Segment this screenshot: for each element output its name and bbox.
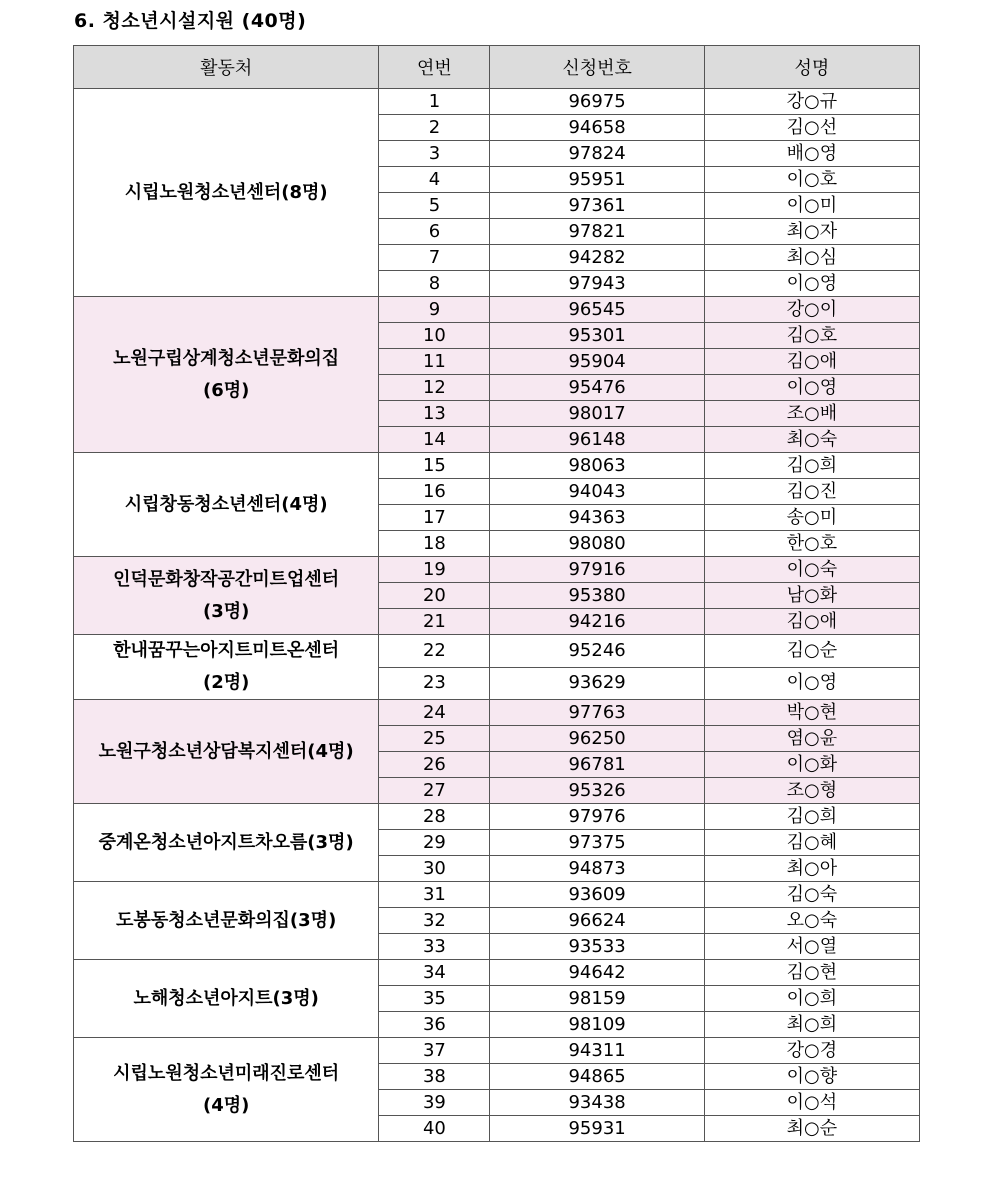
sequence-cell: 37 (379, 1038, 490, 1064)
table-row (74, 960, 920, 986)
sequence-cell: 20 (379, 583, 490, 609)
application-number-cell: 98109 (490, 1012, 704, 1038)
activity-site-label: 노원구립상계청소년문화의집 (113, 347, 340, 369)
application-number-cell: 97976 (490, 804, 704, 830)
applicant-name-cell: 최○심 (704, 245, 919, 271)
activity-site-label: 한내꿈꾸는아지트미트온센터 (113, 640, 340, 661)
application-number-cell: 97824 (490, 141, 704, 167)
application-number-cell: 95301 (490, 323, 704, 349)
applicant-name-cell: 강○이 (704, 297, 919, 323)
sequence-cell: 15 (379, 453, 490, 479)
application-number-cell: 95931 (490, 1116, 704, 1142)
application-number-cell: 94865 (490, 1064, 704, 1090)
section-heading: 6. 청소년시설지원 (40명) (74, 10, 307, 32)
applicant-name-cell: 이○희 (704, 986, 919, 1012)
activity-site-label: (2명) (202, 672, 250, 693)
activity-site-cell (74, 700, 379, 804)
sequence-cell: 24 (379, 700, 490, 726)
sequence-cell: 8 (379, 271, 490, 297)
applicant-name-cell: 오○숙 (704, 908, 919, 934)
sequence-cell: 6 (379, 219, 490, 245)
sequence-cell: 32 (379, 908, 490, 934)
applicant-name-cell: 김○혜 (704, 830, 919, 856)
application-number-cell: 97361 (490, 193, 704, 219)
application-number-cell: 94311 (490, 1038, 704, 1064)
application-number-cell: 93438 (490, 1090, 704, 1116)
table-row (74, 1038, 920, 1064)
application-number-cell: 96781 (490, 752, 704, 778)
application-number-cell: 98159 (490, 986, 704, 1012)
applicant-name-cell: 조○형 (704, 778, 919, 804)
applicant-name-cell: 김○호 (704, 323, 919, 349)
application-number-cell: 98080 (490, 531, 704, 557)
application-number-cell: 95326 (490, 778, 704, 804)
applicant-name-cell: 김○순 (704, 635, 919, 668)
application-number-cell: 98063 (490, 453, 704, 479)
sequence-cell: 34 (379, 960, 490, 986)
applicant-name-cell: 김○선 (704, 115, 919, 141)
sequence-cell: 19 (379, 557, 490, 583)
applicant-name-cell: 최○아 (704, 856, 919, 882)
application-number-cell: 98017 (490, 401, 704, 427)
activity-site-label: 도봉동청소년문화의집(3명) (116, 909, 337, 931)
sequence-cell: 22 (379, 635, 490, 668)
activity-site-label: 노원구청소년상담복지센터(4명) (98, 740, 354, 762)
sequence-cell: 1 (379, 89, 490, 115)
sequence-cell: 10 (379, 323, 490, 349)
applicant-name-cell: 최○숙 (704, 427, 919, 453)
activity-site-cell (74, 89, 379, 297)
sequence-cell: 14 (379, 427, 490, 453)
sequence-cell: 30 (379, 856, 490, 882)
applicant-name-cell: 김○현 (704, 960, 919, 986)
header-application-number: 신청번호 (490, 46, 704, 89)
sequence-cell: 3 (379, 141, 490, 167)
activity-site-cell (74, 453, 379, 557)
sequence-cell: 21 (379, 609, 490, 635)
table-row (74, 453, 920, 479)
table-row (74, 700, 920, 726)
activity-site-label: 노해청소년아지트(3명) (133, 987, 319, 1009)
table-row (74, 89, 920, 115)
application-number-cell: 95476 (490, 375, 704, 401)
activity-site-cell (74, 804, 379, 882)
activity-site-cell (74, 557, 379, 635)
sequence-cell: 35 (379, 986, 490, 1012)
activity-site-label: 시립창동청소년센터(4명) (124, 493, 328, 515)
application-number-cell: 96545 (490, 297, 704, 323)
applicant-name-cell: 이○석 (704, 1090, 919, 1116)
application-number-cell: 94043 (490, 479, 704, 505)
applicant-name-cell: 이○영 (704, 375, 919, 401)
application-number-cell: 97821 (490, 219, 704, 245)
sequence-cell: 26 (379, 752, 490, 778)
application-number-cell: 94363 (490, 505, 704, 531)
applicant-name-cell: 염○윤 (704, 726, 919, 752)
sequence-cell: 7 (379, 245, 490, 271)
application-number-cell: 95380 (490, 583, 704, 609)
table-row (74, 882, 920, 908)
application-number-cell: 96624 (490, 908, 704, 934)
applicant-name-cell: 서○열 (704, 934, 919, 960)
activity-site-label: 시립노원청소년센터(8명) (124, 181, 328, 203)
application-number-cell: 94658 (490, 115, 704, 141)
sequence-cell: 5 (379, 193, 490, 219)
table-row (74, 804, 920, 830)
activity-site-cell (74, 1038, 379, 1142)
activity-site-label: (4명) (202, 1094, 250, 1116)
header-name: 성명 (704, 46, 919, 89)
sequence-cell: 38 (379, 1064, 490, 1090)
sequence-cell: 18 (379, 531, 490, 557)
activity-site-cell (74, 882, 379, 960)
applicant-name-cell: 이○영 (704, 667, 919, 700)
application-number-cell: 93629 (490, 667, 704, 700)
applicant-name-cell: 남○화 (704, 583, 919, 609)
applicant-name-cell: 이○호 (704, 167, 919, 193)
application-number-cell: 96975 (490, 89, 704, 115)
activity-site-label: (3명) (202, 600, 250, 622)
applicant-name-cell: 이○숙 (704, 557, 919, 583)
sequence-cell: 9 (379, 297, 490, 323)
application-number-cell: 95904 (490, 349, 704, 375)
table-header-row (74, 46, 920, 89)
sequence-cell: 11 (379, 349, 490, 375)
applicant-name-cell: 조○배 (704, 401, 919, 427)
sequence-cell: 33 (379, 934, 490, 960)
sequence-cell: 31 (379, 882, 490, 908)
applicant-name-cell: 송○미 (704, 505, 919, 531)
application-number-cell: 97763 (490, 700, 704, 726)
applicant-name-cell: 박○현 (704, 700, 919, 726)
application-number-cell: 94216 (490, 609, 704, 635)
table-row (74, 557, 920, 583)
applicant-name-cell: 배○영 (704, 141, 919, 167)
application-number-cell: 95951 (490, 167, 704, 193)
table-row (74, 635, 920, 668)
applicant-name-cell: 이○화 (704, 752, 919, 778)
sequence-cell: 29 (379, 830, 490, 856)
youth-facility-table (73, 45, 920, 1142)
application-number-cell: 94873 (490, 856, 704, 882)
application-number-cell: 97375 (490, 830, 704, 856)
applicant-name-cell: 이○미 (704, 193, 919, 219)
table-body (74, 89, 920, 1142)
sequence-cell: 17 (379, 505, 490, 531)
application-number-cell: 97916 (490, 557, 704, 583)
sequence-cell: 39 (379, 1090, 490, 1116)
activity-site-label: 시립노원청소년미래진로센터 (113, 1062, 340, 1084)
sequence-cell: 16 (379, 479, 490, 505)
applicant-name-cell: 이○향 (704, 1064, 919, 1090)
activity-site-label: 중계온청소년아지트차오름(3명) (98, 831, 354, 853)
applicant-name-cell: 이○영 (704, 271, 919, 297)
applicant-name-cell: 김○애 (704, 349, 919, 375)
sequence-cell: 28 (379, 804, 490, 830)
activity-site-cell (74, 960, 379, 1038)
activity-site-cell (74, 297, 379, 453)
application-number-cell: 93609 (490, 882, 704, 908)
applicant-name-cell: 강○규 (704, 89, 919, 115)
sequence-cell: 4 (379, 167, 490, 193)
applicant-name-cell: 강○경 (704, 1038, 919, 1064)
table-row (74, 297, 920, 323)
activity-site-label: (6명) (202, 379, 250, 401)
application-number-cell: 93533 (490, 934, 704, 960)
application-number-cell: 97943 (490, 271, 704, 297)
activity-site-cell (74, 635, 379, 700)
sequence-cell: 40 (379, 1116, 490, 1142)
sequence-cell: 12 (379, 375, 490, 401)
applicant-name-cell: 김○숙 (704, 882, 919, 908)
applicant-name-cell: 김○애 (704, 609, 919, 635)
header-sequence: 연번 (379, 46, 490, 89)
sequence-cell: 2 (379, 115, 490, 141)
application-number-cell: 94642 (490, 960, 704, 986)
applicant-name-cell: 김○진 (704, 479, 919, 505)
sequence-cell: 25 (379, 726, 490, 752)
sequence-cell: 27 (379, 778, 490, 804)
sequence-cell: 36 (379, 1012, 490, 1038)
application-number-cell: 96148 (490, 427, 704, 453)
applicant-name-cell: 김○희 (704, 804, 919, 830)
application-number-cell: 96250 (490, 726, 704, 752)
sequence-cell: 13 (379, 401, 490, 427)
activity-site-label: 인덕문화창작공간미트업센터 (113, 568, 340, 590)
application-number-cell: 95246 (490, 635, 704, 668)
application-number-cell: 94282 (490, 245, 704, 271)
applicant-name-cell: 김○희 (704, 453, 919, 479)
applicant-name-cell: 한○호 (704, 531, 919, 557)
applicant-name-cell: 최○순 (704, 1116, 919, 1142)
applicant-name-cell: 최○자 (704, 219, 919, 245)
sequence-cell: 23 (379, 667, 490, 700)
applicant-name-cell: 최○희 (704, 1012, 919, 1038)
header-activity-site: 활동처 (74, 46, 379, 89)
